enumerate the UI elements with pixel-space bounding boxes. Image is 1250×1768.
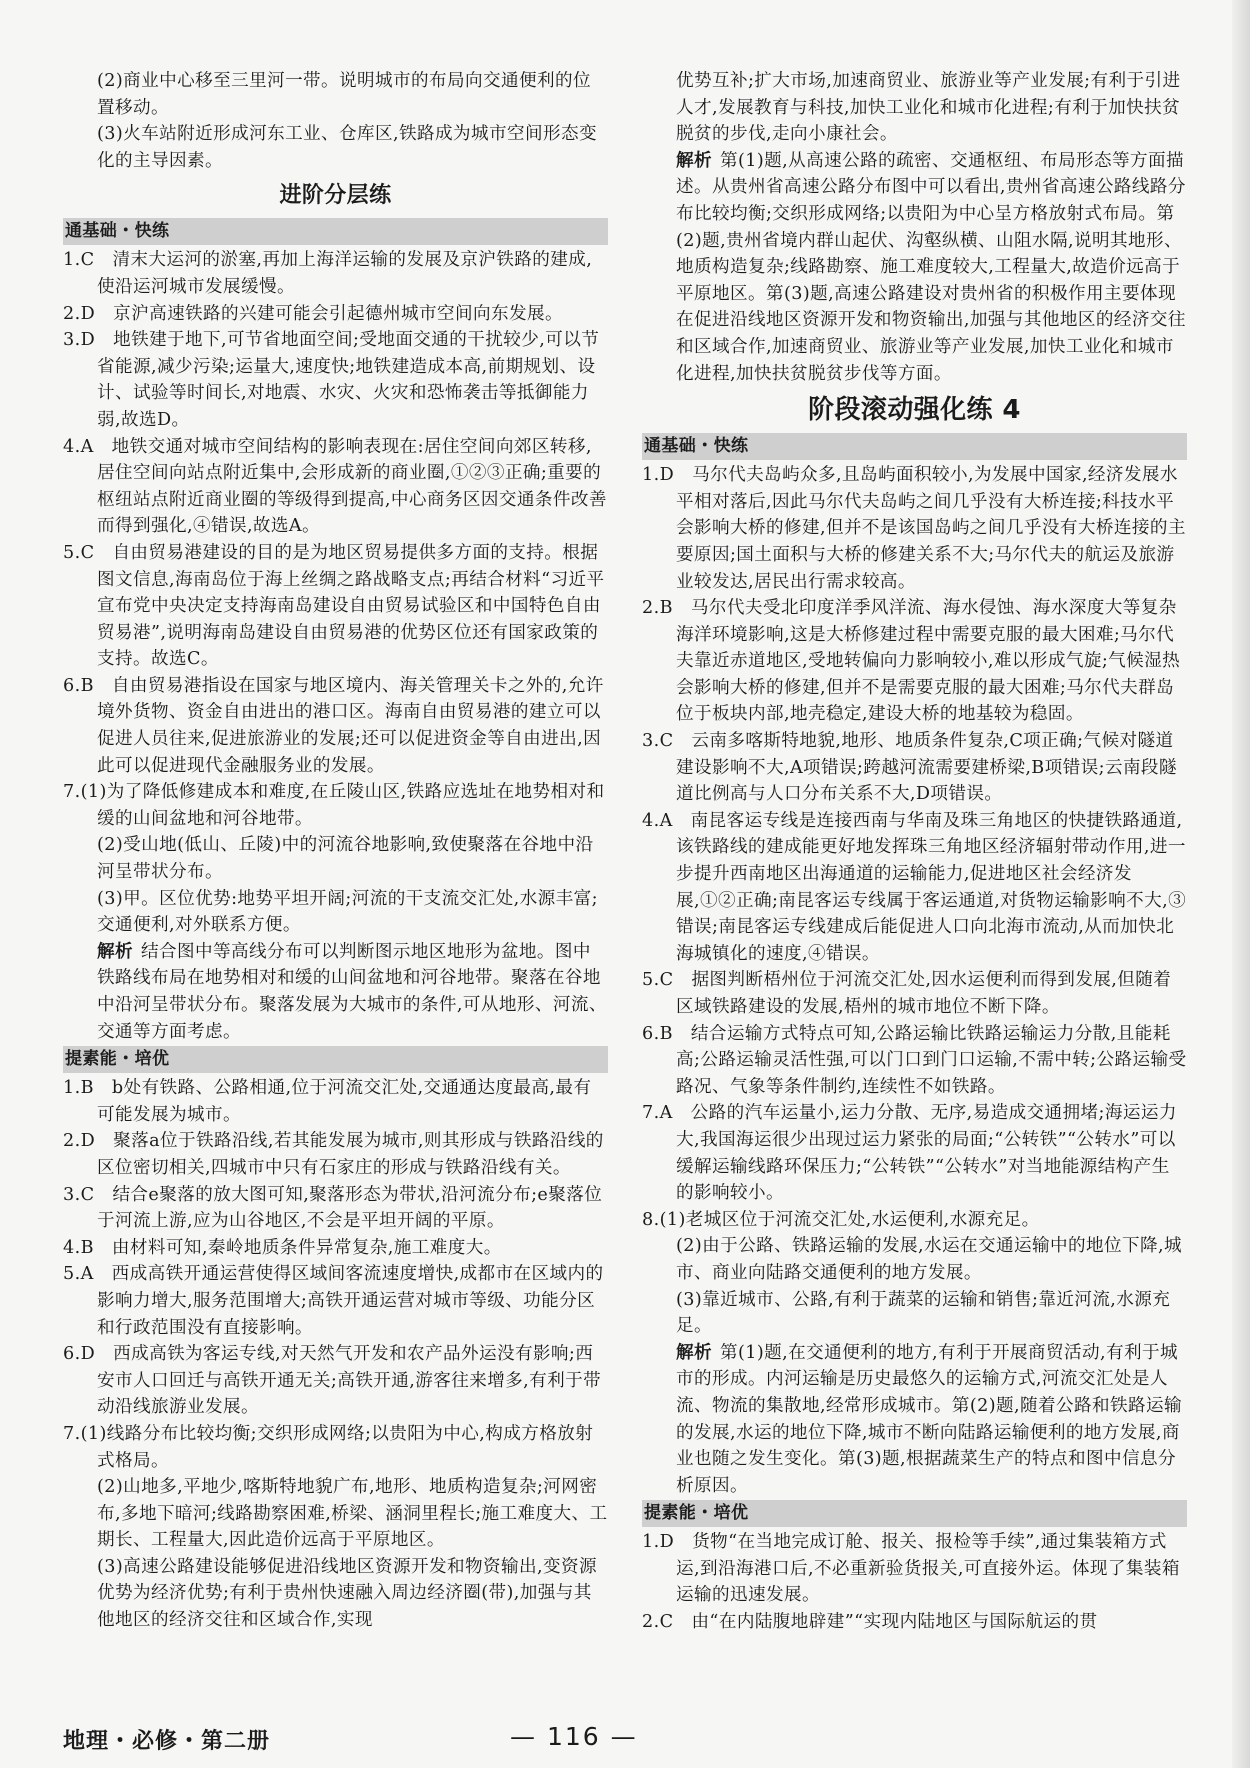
analysis xyxy=(63,939,608,1045)
page-edge-shadow xyxy=(1232,0,1250,1768)
analysis-label: 解析 xyxy=(97,941,133,962)
footer-book-title: 地理・必修・第二册 xyxy=(63,1729,271,1754)
section-bar: 提素能・培优 xyxy=(642,1500,1187,1527)
answer-item: 1.C 清末大运河的淤塞,再加上海洋运输的发展及京沪铁路的建成,使沿运河城市发展缓慢。 xyxy=(63,250,593,297)
analysis-text: 结合图中等高线分布可以判断图示地区地形为盆地。图中铁路线布局在地势相对和缓的山间盆地和河谷地带。聚落在谷地中沿河呈带状分布。聚落发展为大城市的条件,可从地形、河流、交通等方面考虑。 xyxy=(97,941,607,1042)
intro-line: (2)商业中心移至三里河一带。说明城市的布局向交通便利的位置移动。 xyxy=(97,71,591,118)
answer-item: 6.B 结合运输方式特点可知,公路运输比铁路运输运力分散,且能耗高;公路运输灵活性强,可以门口到门口运输,不需中转;公路运输受路况、气象等条件制约,连续性不如铁路。 xyxy=(642,1023,1187,1097)
answer-sub: (2)受山地(低山、丘陵)中的河流谷地影响,致使聚落在谷地中沿河呈带状分布。 xyxy=(97,835,594,883)
right-column xyxy=(642,68,1187,1636)
intro-line: (3)火车站附近形成河东工业、仓库区,铁路成为城市空间形态变化的主导因素。 xyxy=(97,124,597,171)
answer-item: 2.D 聚落a位于铁路沿线,若其能发展为城市,则其形成与铁路沿线的区位密切相关,四城市中只有石家庄的形成与铁路沿线有关。 xyxy=(63,1131,604,1178)
answer-item: 7.(1)为了降低修建成本和难度,在丘陵山区,铁路应选址在地势相对和缓的山间盆地和河谷地带。 xyxy=(63,782,605,829)
answer-item: 3.C 结合e聚落的放大图可知,聚落形态为带状,沿河流分布;e聚落位于河流上游,应为山谷地区,不会是平坦开阔的平原。 xyxy=(63,1184,603,1232)
analysis xyxy=(642,1340,1187,1500)
section-bar: 提素能・培优 xyxy=(63,1046,608,1073)
analysis-text: 第(1)题,在交通便利的地方,有利于开展商贸活动,有利于城市的形成。内河运输是历史最悠久的运输方式,河流交汇处是人流、物流的集散地,经常形成城市。第(2)题,随着公路和铁路运输的发展,水运的地位下降,城市不断向陆路运输便利的地方发展,商业也随之发生变化。第(3)题,根据蔬菜生产的特点和图中信息分析原因。 xyxy=(676,1342,1182,1496)
answer-sub: (3)甲。区位优势:地势平坦开阔;河流的干支流交汇处,水源丰富;交通便利,对外联系方便。 xyxy=(97,888,598,936)
answer-item: 5.C 据图判断梧州位于河流交汇处,因水运便利而得到发展,但随着区域铁路建设的发展,梧州的城市地位不断下降。 xyxy=(642,970,1172,1017)
answer-item: 2.D 京沪高速铁路的兴建可能会引起德州城市空间向东发展。 xyxy=(63,303,563,324)
answer-item: 4.A 地铁交通对城市空间结构的影响表现在:居住空间向郊区转移,居住空间向站点附近集中,会形成新的商业圈,①②③正确;重要的枢纽站点附近商业圈的等级得到提高,中心商务区因交通条件改善而得到强化,④错误,故选A。 xyxy=(63,436,607,537)
answer-item: 6.B 自由贸易港指设在国家与地区境内、海关管理关卡之外的,允许境外货物、资金自由进出的港口区。海南自由贸易港的建立可以促进人员往来,促进旅游业的发展;还可以促进资金等自由进出,因此可以促进现代金融服务业的发展。 xyxy=(63,675,604,776)
section-bar: 通基础・快练 xyxy=(63,218,608,245)
answer-item: 1.D 马尔代夫岛屿众多,且岛屿面积较小,为发展中国家,经济发展水平相对落后,因此马尔代夫岛屿之间几乎没有大桥连接;科技水平会影响大桥的修建,但并不是该国岛屿之间几乎没有大桥连接的主要原因;国土面积与大桥的修建关系不大;马尔代夫的航运及旅游业较发达,居民出行需求较高。 xyxy=(642,465,1186,592)
answer-sub: (2)由于公路、铁路运输的发展,水运在交通运输中的地位下降,城市、商业向陆路交通便利的地方发展。 xyxy=(676,1236,1182,1283)
analysis-label: 解析 xyxy=(676,150,712,171)
answer-item: 7.A 公路的汽车运量小,运力分散、无序,易造成交通拥堵;海运运力大,我国海运很少出现过运力紧张的局面;“公转铁”“公转水”可以缓解运输线路环保压力;“公转铁”“公转水”对当地能源结构产生的影响较小。 xyxy=(642,1103,1177,1204)
section-bar: 通基础・快练 xyxy=(642,433,1187,460)
answer-sub: (3)靠近城市、公路,有利于蔬菜的运输和销售;靠近河流,水源充足。 xyxy=(676,1289,1171,1337)
answer-item: 3.D 地铁建于地下,可节省地面空间;受地面交通的干扰较少,可以节省能源,减少污染;运量大,速度快;地铁建造成本高,前期规划、设计、试验等时间长,对地震、水灾、火灾和恐怖袭击等抵御能力弱,故选D。 xyxy=(63,330,600,430)
answer-item: 1.D 货物“在当地完成订舱、报关、报检等手续”,通过集装箱方式运,到沿海港口后,不必重新验货报关,可直接外运。体现了集装箱运输的迅速发展。 xyxy=(642,1532,1180,1606)
answer-sub: (2)山地多,平地少,喀斯特地貌广布,地形、地质构造复杂;河网密布,多地下暗河;线路勘察困难,桥梁、涵洞里程长;施工难度大、工期长、工程量大,因此造价远高于平原地区。 xyxy=(97,1477,608,1551)
answer-item: 1.B b处有铁路、公路相通,位于河流交汇处,交通通达度最高,最有可能发展为城市。 xyxy=(63,1078,592,1125)
answer-item: 7.(1)线路分布比较均衡;交织形成网络;以贵阳为中心,构成方格放射式格局。 xyxy=(63,1423,594,1471)
answer-sub: (3)高速公路建设能够促进沿线地区资源开发和物资输出,变资源优势为经济优势;有利于贵州快速融入周边经济圈(带),加强与其他地区的经济交往和区域合作,实现 xyxy=(97,1556,597,1631)
answer-item: 3.C 云南多喀斯特地貌,地形、地质条件复杂,C项正确;气候对隧道建设影响不大,A项错误;跨越河流需要建桥梁,B项错误;云南段隧道比例高与人口分布关系不大,D项错误。 xyxy=(642,731,1177,805)
left-column xyxy=(63,68,608,1634)
answer-item: 8.(1)老城区位于河流交汇处,水运便利,水源充足。 xyxy=(642,1209,1040,1230)
answer-item: 4.A 南昆客运专线是连接西南与华南及珠三角地区的快捷铁路通道,该铁路线的建成能更好地发挥珠三角地区经济辐射带动作用,进一步提升西南地区出海通道的运输能力,促进地区社会经济发展,①②正确;南昆客运专线属于客运通道,对货物运输影响不大,③错误;南昆客运专线建成后能促进人口向北海市流动,从而加快北海城镇化的速度,④错误。 xyxy=(642,810,1187,964)
answer-item: 4.B 由材料可知,秦岭地质条件异常复杂,施工难度大。 xyxy=(63,1237,502,1258)
answer-item: 2.C 由“在内陆腹地辟建”“实现内陆地区与国际航运的贯 xyxy=(642,1612,1098,1633)
answer-item: 5.C 自由贸易港建设的目的是为地区贸易提供多方面的支持。根据图文信息,海南岛位于海上丝绸之路战略支点;再结合材料“习近平宣布党中央决定支持海南岛建设自由贸易试验区和中国特色自由贸易港”,说明海南岛建设自由贸易港的优势区位还有国家政策的支持。故选C。 xyxy=(63,542,605,670)
analysis xyxy=(642,148,1187,387)
section-title: 阶段滚动强化练 4 xyxy=(808,395,1021,426)
section-title: 进阶分层练 xyxy=(279,183,392,209)
answer-item: 2.B 马尔代夫受北印度洋季风洋流、海水侵蚀、海水深度大等复杂海洋环境影响,这是大桥修建过程中需要克服的最大困难;马尔代夫靠近赤道地区,受地转偏向力影响较小,难以形成气旋;气候湿热会影响大桥的修建,但并不是需要克服的最大困难;马尔代夫群岛位于板块内部,地壳稳定,建设大桥的地基较为稳固。 xyxy=(642,598,1181,725)
analysis-text: 第(1)题,从高速公路的疏密、交通枢纽、布局形态等方面描述。从贵州省高速公路分布图中可以看出,贵州省高速公路线路分布比较均衡;交织形成网络;以贵阳为中心呈方格放射式布局。第(2)题,贵州省境内群山起伏、沟壑纵横、山阻水隔,说明其地形、地质构造复杂;线路勘察、施工难度较大,工程量大,故造价远高于平原地区。第(3)题,高速公路建设对贵州省的积极作用主要体现在促进沿线地区资源开发和物资输出,加强与其他地区的经济交往和区域合作,加速商贸业、旅游业等产业发展,加快工业化和城市化进程,加快扶贫脱贫步伐等方面。 xyxy=(676,150,1186,384)
answer-item: 5.A 西成高铁开通运营使得区域间客流速度增快,成都市在区域内的影响力增大,服务范围增大;高铁开通运营对城市等级、功能分区和行政范围没有直接影响。 xyxy=(63,1264,604,1338)
analysis-label: 解析 xyxy=(676,1342,712,1363)
page-number: — 116 — xyxy=(510,1722,638,1751)
answer-continuation: 优势互补;扩大市场,加速商贸业、旅游业等产业发展;有利于引进人才,发展教育与科技,加快工业化和城市化进程;有利于加快扶贫脱贫的步伐,走向小康社会。 xyxy=(676,71,1181,145)
answer-item: 6.D 西成高铁为客运专线,对天然气开发和农产品外运没有影响;西安市人口回迁与高铁开通无关;高铁开通,游客往来增多,有利于带动沿线旅游业发展。 xyxy=(63,1344,602,1418)
